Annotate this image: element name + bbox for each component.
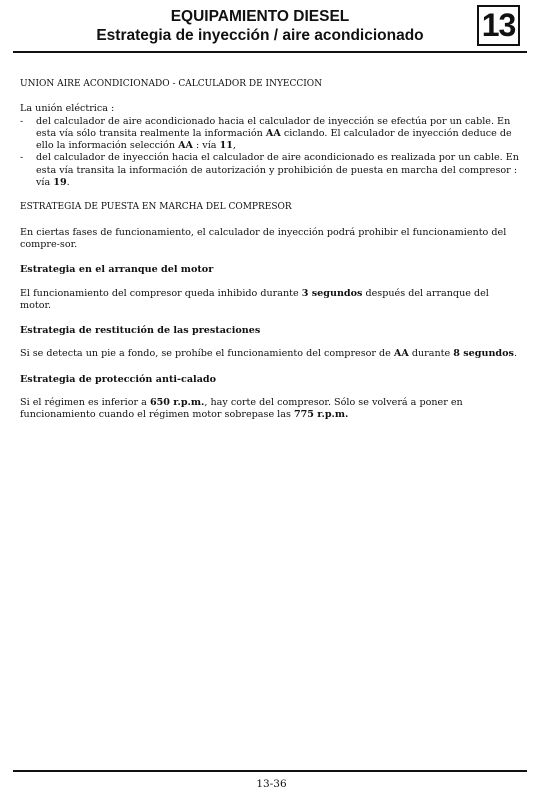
list-item bbox=[20, 152, 520, 189]
list-dash: - bbox=[20, 115, 24, 127]
header-title: EQUIPAMIENTO DIESEL bbox=[170, 8, 350, 25]
subsection-title-anticalado: Estrategia de protección anti-calado bbox=[20, 373, 217, 385]
footer-divider bbox=[13, 770, 527, 772]
compressor-intro: En ciertas fases de funcionamiento, el calculador de inyección podrá prohibir el funcionamiento del compre-sor. bbox=[20, 226, 507, 250]
section-title-union: UNION AIRE ACONDICIONADO - CALCULADOR DE INYECCION bbox=[20, 79, 323, 89]
page-content bbox=[20, 78, 520, 422]
arranque-text: El funcionamiento del compresor queda inhibido durante 3 segundos después del arranque del motor. bbox=[20, 287, 489, 311]
list-item-text: del calculador de aire acondicionado hacia el calculador de inyección se efectúa por un cable. En esta vía sólo transita realmente la información AA ciclando. El calculador de inyección deduce de ello la información selección AA : vía 11, bbox=[36, 115, 512, 152]
list-item bbox=[20, 116, 520, 153]
header-divider bbox=[13, 51, 527, 53]
list-dash: - bbox=[20, 152, 24, 164]
list-item-text: del calculador de inyección hacia el calculador de aire acondicionado es realizada por un cable. En esta vía transita la información de autorización y prohibición de puesta en marcha del compresor : vía 19. bbox=[36, 152, 519, 189]
page-number: 13-36 bbox=[256, 778, 287, 790]
union-intro: La unión eléctrica : bbox=[20, 103, 115, 115]
section-title-compressor: ESTRATEGIA DE PUESTA EN MARCHA DEL COMPRESOR bbox=[20, 202, 292, 213]
subsection-title-arranque: Estrategia en el arranque del motor bbox=[20, 264, 214, 276]
page-header bbox=[0, 0, 543, 52]
subsection-title-restitucion: Estrategia de restitución de las prestaciones bbox=[20, 325, 261, 337]
restitucion-text: Si se detecta un pie a fondo, se prohíbe el funcionamiento del compresor de AA durante 8 segundos. bbox=[20, 348, 517, 360]
anticalado-text: Si el régimen es inferior a 650 r.p.m., hay corte del compresor. Sólo se volverá a poner en funcionamiento cuando el régimen motor sobrepase las 775 r.p.m. bbox=[20, 397, 463, 421]
chapter-number-box: 13 bbox=[477, 5, 520, 46]
header-subtitle: Estrategia de inyección / aire acondicionado bbox=[96, 27, 424, 44]
